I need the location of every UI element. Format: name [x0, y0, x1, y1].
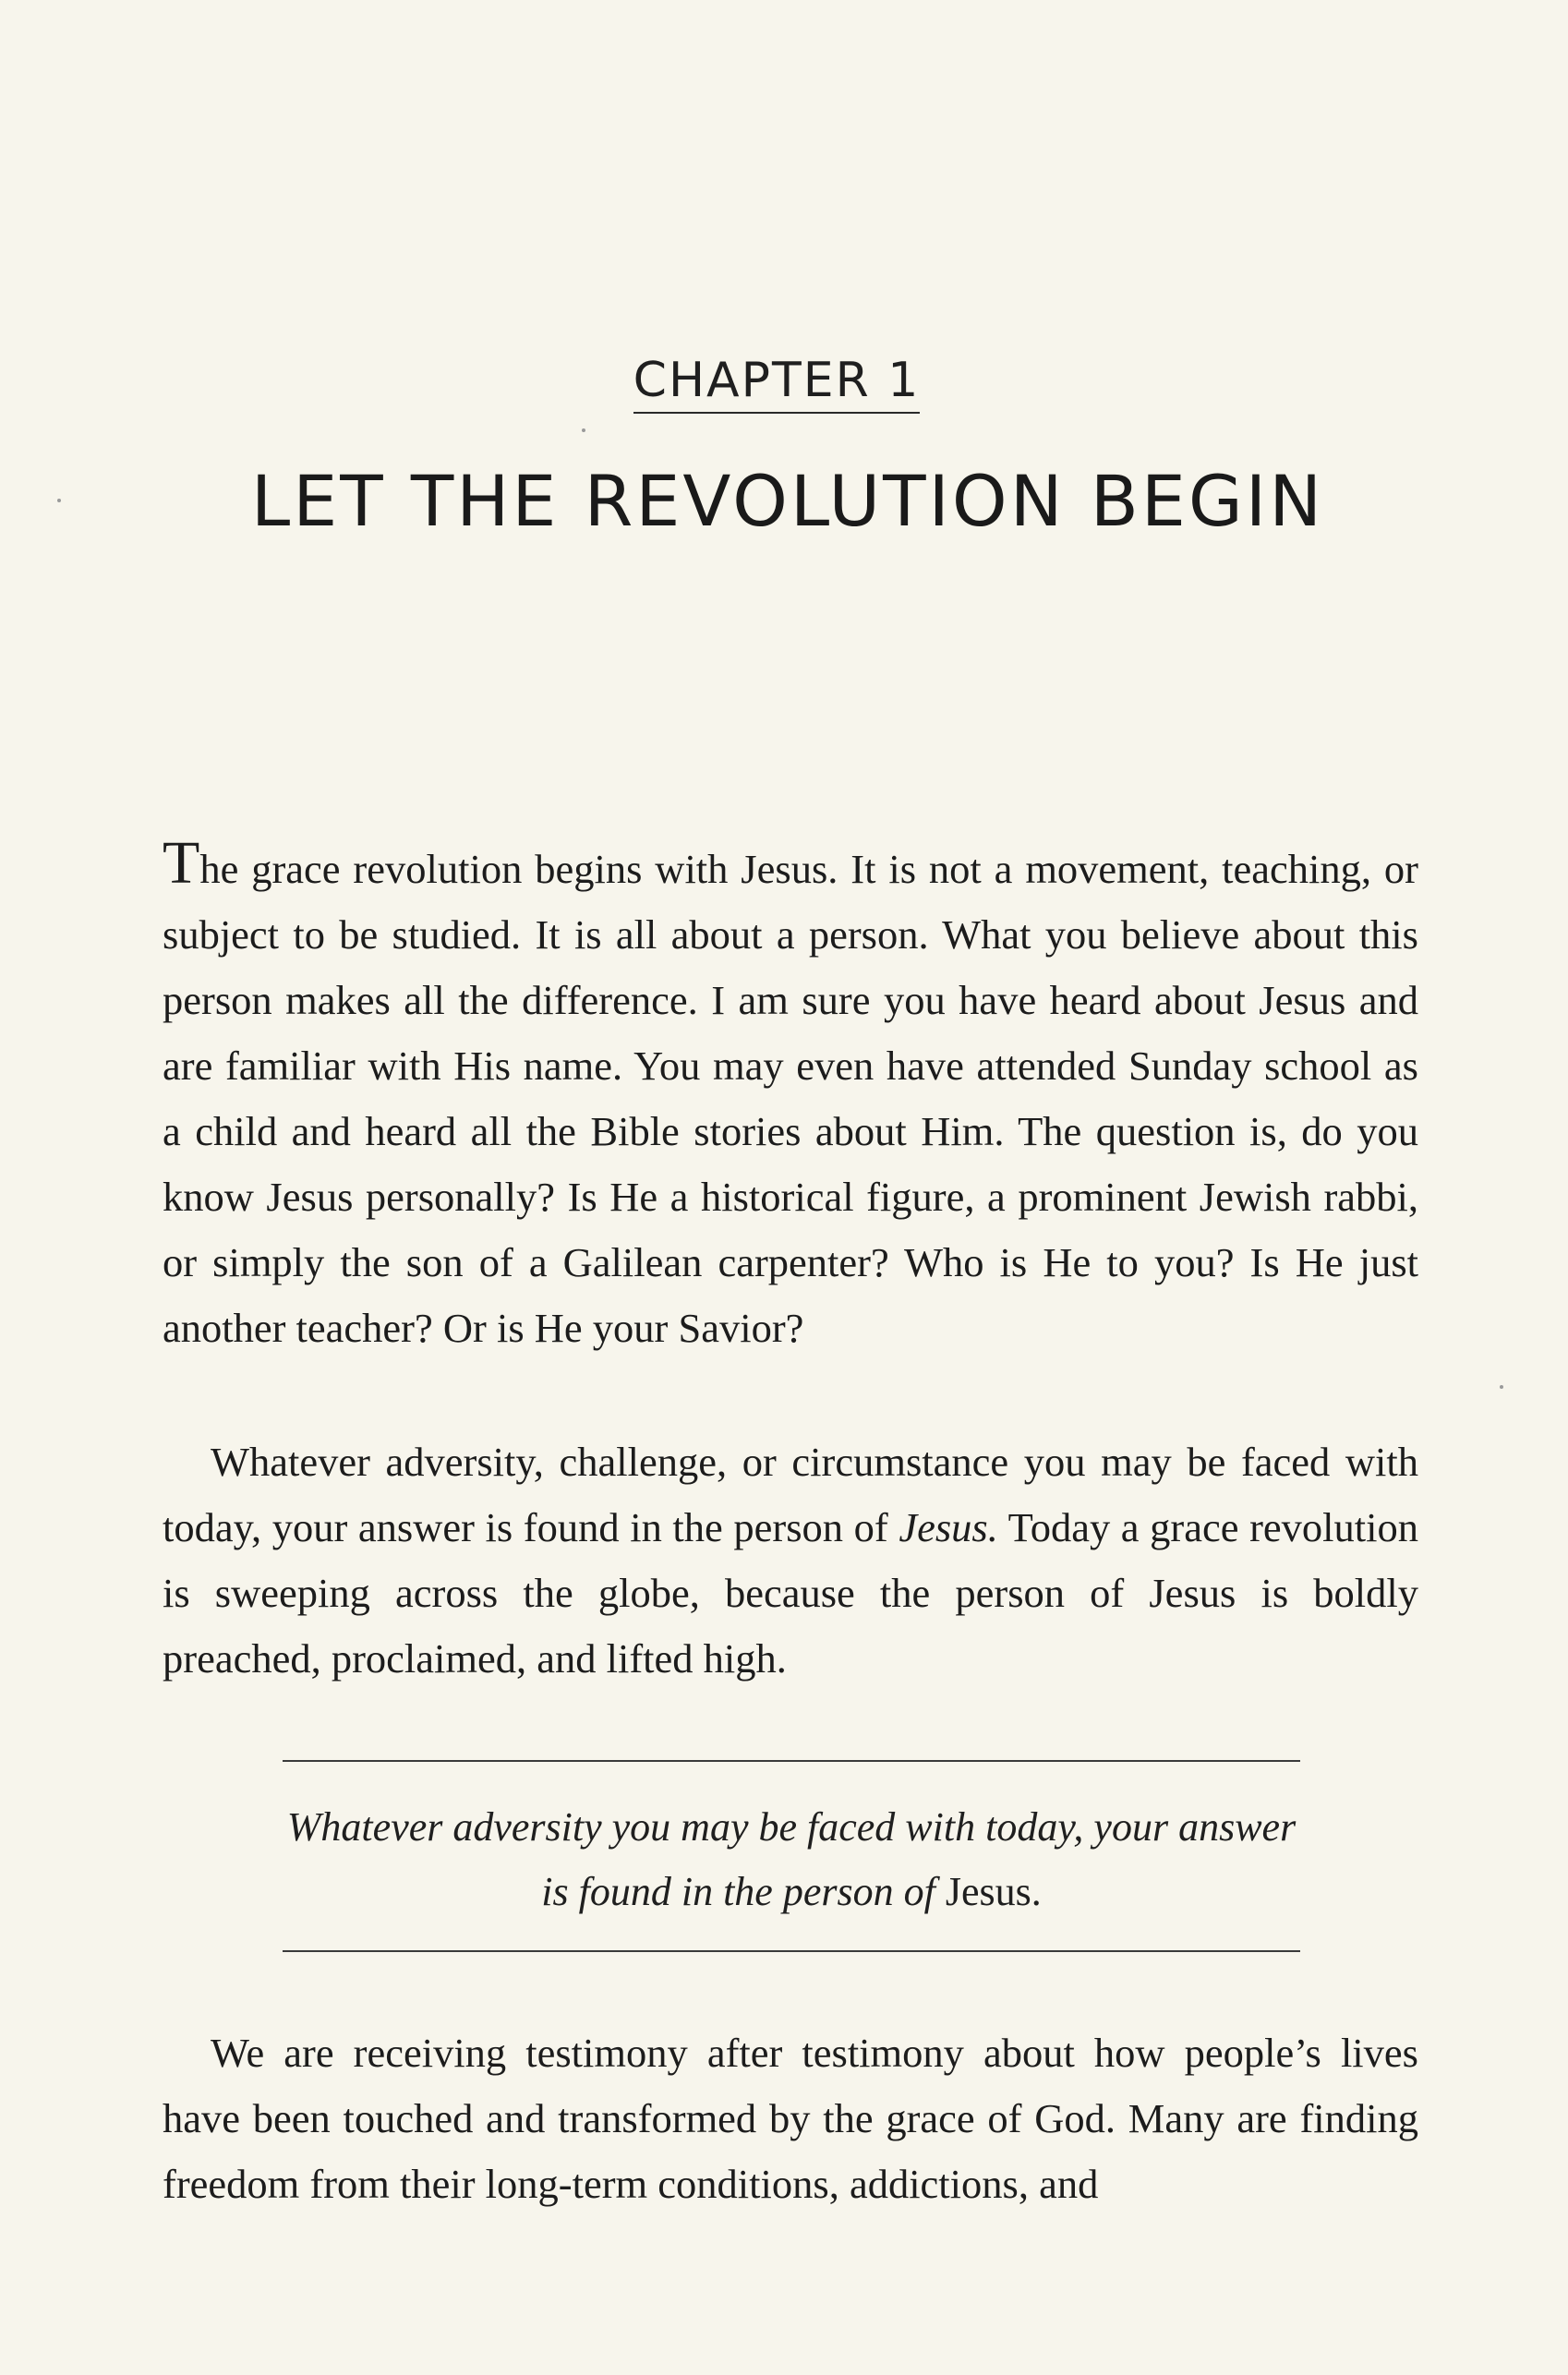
paragraph-1-text: he grace revolution begins with Jesus. It is not a movement, teaching, or subject to be studied. It is all about a person. What you believe about this person makes all the difference. I am sure you have heard about Jesus and are familiar with His name. You may even have attended Sunday school as a child and heard all the Bible stories about Him. The question is, do you know Jesus personally? Is He a historical figure, a prominent Jewish rabbi, or simply the son of a Galilean carpenter? Who is He to you? Is He just another teacher? Or is He your Savior? [163, 846, 1418, 1351]
paragraph-2-text-before: Whatever adversity, challenge, or circumstance you may be faced with today, your answer is found in the person of [163, 1439, 1418, 1550]
chapter-title: LET THE REVOLUTION BEGIN [250, 460, 1325, 542]
pullquote-bottom-rule [283, 1950, 1300, 1952]
pullquote-roman-text: Jesus. [945, 1869, 1042, 1914]
pullquote-italic-text: Whatever adversity you may be faced with today, your answer is found in the person of [286, 1804, 1297, 1914]
paragraph-2-emphasis: Jesus. [899, 1504, 998, 1550]
paragraph-3 [163, 2020, 1418, 2217]
paragraph-3-text: We are receiving testimony after testimony about how people’s lives have been touched and transformed by the grace of God. Many are finding freedom from their long-term conditions, addictions, and [163, 2030, 1418, 2207]
paragraph-2-text-after: Today a grace revolution is sweeping across the globe, because the person of Jesus is boldly preached, proclaimed, and lifted high. [163, 1504, 1418, 1682]
chapter-label [0, 353, 1568, 414]
chapter-number: CHAPTER 1 [633, 353, 921, 414]
paragraph-2 [163, 1429, 1418, 1692]
drop-cap: T [163, 829, 200, 897]
paragraph-1 [163, 829, 1418, 1361]
print-speck [1500, 1385, 1503, 1389]
print-speck [582, 428, 585, 432]
print-speck [57, 499, 61, 502]
pullquote-top-rule [283, 1760, 1300, 1762]
pullquote [283, 1795, 1300, 1924]
